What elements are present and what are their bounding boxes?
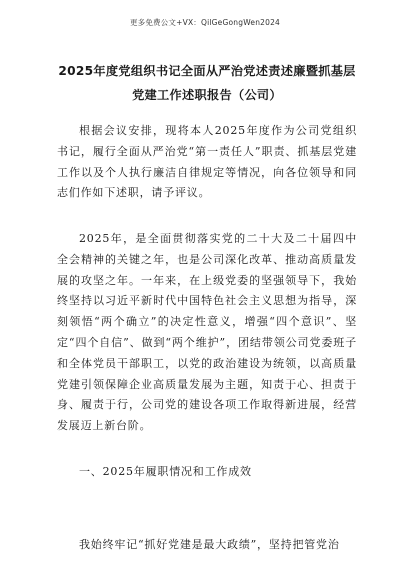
section-paragraph: 我始终牢记“抓好党建是最大政绩”，坚持把管党治: [79, 538, 340, 551]
document-title: 2025年度党组织书记全面从严治党述责述廉暨抓基层党建工作述职报告（公司）: [58, 64, 356, 102]
header-note: 更多免费公文+VX：QilGeGongWen2024: [129, 18, 281, 27]
intro-paragraph: 根据会议安排，现将本人2025年度作为公司党组织书记，履行全面从严治党“第一责任人”职责、抓基层党建工作以及个人执行廉洁自律规定等情况，向各位领导和同志们作如下述职，请予评议。: [57, 124, 357, 200]
overview-paragraph: 2025年，是全面贯彻落实党的二十大及二十届四中全会精神的关键之年，也是公司深化改革、推动高质量发展的攻坚之年。一年来，在上级党委的坚强领导下，我始终坚持以习近平新时代中国特色社会主义思想为指导，深刻领悟“两个确立”的决定性意义，增强“四个意识”、坚定“四个自信”、做到“两个维护”，团结带领公司党委班子和全体党员干部职工，以党的政治建设为统领，以高质量党建引领保障企业高质量发展为主题，知责于心、担责于身、履责于行，公司党的建设各项工作取得新进展，经营发展迈上新台阶。: [57, 232, 357, 433]
section-heading: 一、2025年履职情况和工作成效: [79, 465, 252, 478]
